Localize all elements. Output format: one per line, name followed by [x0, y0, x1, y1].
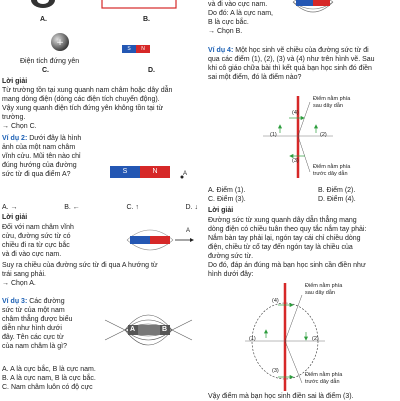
- option-a: A. Điểm (1).: [208, 187, 246, 194]
- fig1-point-2: (2): [320, 132, 327, 138]
- fig-label-a: A.: [40, 16, 47, 23]
- vd3-option: A. A là cực bắc, B là cực nam.: [2, 366, 96, 373]
- magnet-vd2: [110, 166, 170, 178]
- option-b: B. ←: [64, 204, 80, 211]
- fig2-top-label: [305, 283, 342, 296]
- fig-label-d: D.: [148, 67, 155, 74]
- fig-label-b: B.: [143, 16, 150, 23]
- sol4-line: Do đó, đáp án đúng mà bạn học sinh cần điền như: [208, 262, 366, 269]
- sol1-line: Vậy xung quanh điện tích đứng yên không tồn tại từ: [2, 105, 164, 112]
- figure-b-circuit: [100, 0, 180, 14]
- vd2-options: [2, 203, 198, 212]
- example-2-text: [2, 134, 102, 179]
- option-b: B. Điểm (2).: [318, 187, 356, 194]
- fig1-top-line: sau dây dẫn: [313, 102, 343, 109]
- solution-1: [2, 86, 198, 131]
- magnet-a-label: A: [130, 326, 136, 333]
- fig1-point-3: (3): [292, 158, 299, 164]
- option-c: C. Điểm (3).: [208, 196, 246, 203]
- vd4-line: khi cô giáo chữa bài thì kết quả bạn học sinh đó điền: [208, 65, 372, 72]
- option-a: A. →: [2, 204, 18, 211]
- loi-giai-1: Lời giải: [2, 78, 28, 85]
- sol4-line: Đường sức từ xung quanh dây dẫn thẳng mang: [208, 217, 357, 224]
- fig2-point-2: (2): [312, 336, 319, 342]
- point-a-label-2: A: [186, 228, 191, 234]
- vd3-line: sức từ của một nam: [2, 307, 65, 314]
- solution-2-tail: [2, 261, 198, 288]
- vd3-options: [2, 365, 198, 392]
- point-a-label: A: [183, 171, 188, 177]
- option-c: C. ↑: [126, 204, 139, 211]
- sol4-line: Nắm bàn tay phải lại, ngón tay cái chỉ chiều dòng: [208, 235, 361, 242]
- magnet-field-vd2: [105, 222, 195, 258]
- sol1-line: mang dòng điện (dòng các điện tích chuyển động).: [2, 96, 160, 103]
- fig2-point-3: (3): [272, 368, 279, 374]
- vd3-line: của nam châm là gì?: [2, 343, 67, 350]
- example-4-text: [208, 46, 398, 82]
- right-top-text: [208, 0, 288, 36]
- fig2-bottom-line: trước dây dẫn: [305, 378, 340, 385]
- right-top-line: B là cực bắc.: [208, 19, 249, 26]
- magnet-field-vd3: [100, 300, 195, 360]
- vd2-line: vĩnh cửu. Mũi tên nào chỉ: [2, 153, 81, 160]
- magnet-n-pole: N: [136, 45, 150, 53]
- fig2-top-line: Điểm nằm phía: [305, 283, 343, 289]
- vd3-line: đây. Tên các cực từ: [2, 334, 64, 341]
- option-d: D. Điểm (4).: [318, 196, 356, 203]
- vd2-line: đúng hướng của đường: [2, 162, 77, 169]
- vd4-options: [208, 186, 398, 204]
- magnet-d: [122, 45, 150, 53]
- vd3-line: Các đường: [29, 298, 65, 305]
- fig1-bottom-line: trước dây dẫn: [313, 170, 348, 177]
- figure-a-ring: [28, 0, 58, 14]
- vd3-line: diễn như hình dưới: [2, 325, 62, 332]
- fig2-bottom-line: Điểm nằm phía: [305, 372, 343, 378]
- fig-label-c: C.: [42, 67, 49, 74]
- charge-caption: Điện tích đứng yên: [20, 58, 80, 65]
- example-3-label: Ví dụ 3:: [2, 298, 28, 305]
- footer-conclusion: Vậy điểm mà bạn học sinh điền sai là điểm (3).: [208, 393, 354, 400]
- point-a-dot: [180, 175, 184, 179]
- sol4-line: điện, chiều từ cổ tay đến ngón tay là chiều của: [208, 244, 353, 251]
- sol2-line: chiều đi ra từ cực bắc: [2, 242, 70, 249]
- fig1-point-1: (1): [270, 132, 277, 138]
- loi-giai-2: Lời giải: [2, 214, 28, 221]
- vd4-line: qua các điểm (1), (2), (3) và (4) như trên hình vẽ. Sau: [208, 56, 375, 63]
- loi-giai-4: Lời giải: [208, 207, 234, 214]
- answer-3: → Chọn B.: [208, 28, 243, 35]
- vd3-option: B. A là cực nam, B là cực bắc.: [2, 375, 96, 382]
- solution-2: [2, 223, 102, 259]
- fig1-point-4: (4): [292, 110, 299, 116]
- sol2-tail-line: Suy ra chiều của đường sức từ đi qua A hướng từ: [2, 262, 158, 269]
- fig1-bottom-label: [313, 164, 350, 177]
- magnet-field-top-right: [278, 0, 348, 18]
- right-top-line: và đi vào cực nam.: [208, 1, 268, 8]
- charge-icon: [50, 32, 70, 52]
- vd2-line: ảnh của một nam châm: [2, 144, 76, 151]
- vd4-line: Một học sinh vẽ chiều của đường sức từ đi: [235, 47, 369, 54]
- option-d: D. ↓: [185, 204, 198, 211]
- sol1-line: trường.: [2, 114, 26, 121]
- sol4-line: đường sức từ.: [208, 253, 254, 260]
- solution-4: [208, 216, 398, 279]
- sol2-tail-line: trái sang phải.: [2, 271, 46, 278]
- sol2-line: cửu, đường sức từ có: [2, 233, 71, 240]
- svg-text:+: +: [56, 38, 64, 48]
- magnet-s-pole: S: [122, 45, 136, 53]
- fig2-point-1: (1): [249, 336, 256, 342]
- fig2-top-line: sau dây dẫn: [305, 289, 335, 296]
- magnet-b-label: B: [162, 326, 168, 333]
- sol2-line: và đi vào cực nam.: [2, 251, 62, 258]
- example-3-text: [2, 297, 102, 351]
- vd2-line: Dưới đây là hình: [29, 135, 82, 142]
- vd2-line: sức từ đi qua điểm A?: [2, 171, 71, 178]
- magnet-n-pole: N: [140, 166, 170, 178]
- vd3-line: châm thẳng được biểu: [2, 316, 73, 323]
- magnet-s-pole: S: [110, 166, 140, 178]
- example-2-label: Ví dụ 2:: [2, 135, 28, 142]
- vd3-option: C. Nam châm luôn có độ cực: [2, 384, 93, 391]
- fig1-bottom-line: Điểm nằm phía: [313, 164, 351, 170]
- fig1-top-line: Điểm nằm phía: [313, 96, 351, 102]
- fig2-point-4: (4): [272, 298, 279, 304]
- example-4-label: Ví dụ 4:: [208, 47, 234, 54]
- fig2-bottom-label: [305, 372, 342, 385]
- vd4-line: sai một điểm, đó là điểm nào?: [208, 74, 302, 81]
- right-top-line: Do đó: A là cực nam,: [208, 10, 273, 17]
- sol4-line: hình dưới đây:: [208, 271, 254, 278]
- answer-2: → Chọn A.: [2, 280, 36, 287]
- sol1-line: Từ trường tồn tại xung quanh nam châm hoặc dây dẫn: [2, 87, 173, 94]
- fig1-top-label: [313, 96, 350, 109]
- sol2-line: Đối với nam châm vĩnh: [2, 224, 74, 231]
- sol4-line: dòng điện có chiều tuân theo quy tắc nắm tay phải:: [208, 226, 367, 233]
- answer-1: → Chọn C.: [2, 123, 37, 130]
